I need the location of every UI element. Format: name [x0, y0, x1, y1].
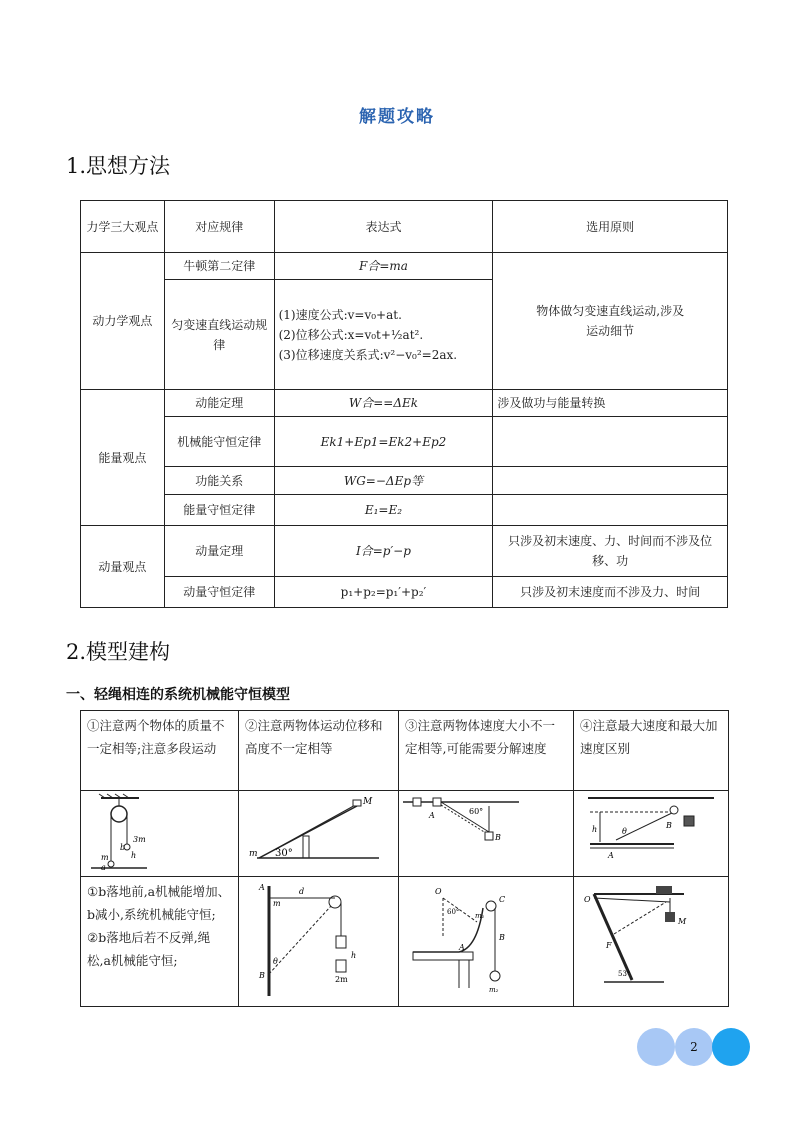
- law-cell: 动能定理: [164, 390, 274, 417]
- pulley-diagram: [81, 792, 237, 876]
- note-cell: ③注意两物体速度大小不一定相等,可能需要分解速度: [399, 711, 574, 791]
- viewpoint-energy: 能量观点: [81, 390, 165, 526]
- law-cell: 动量定理: [164, 526, 274, 577]
- figure-vertical-rod: [239, 877, 399, 1007]
- empty-cell: [493, 417, 728, 467]
- label-B: B: [666, 820, 672, 830]
- figure-incline: [239, 791, 399, 877]
- label-F: F: [606, 940, 612, 950]
- expression-line: (3)位移速度关系式:v²−v₀²=2ax.: [278, 347, 458, 362]
- methods-table: [80, 200, 728, 608]
- label-O: O: [435, 886, 442, 896]
- empty-cell: [493, 495, 728, 526]
- viewpoint-momentum: 动量观点: [81, 526, 165, 608]
- label-3m: 3m: [133, 834, 146, 844]
- section-heading-methods: 1.思想方法: [66, 154, 171, 178]
- label-C: C: [499, 894, 506, 904]
- label-B: B: [259, 970, 265, 980]
- page-badge-left: [637, 1028, 675, 1066]
- note-cell: ④注意最大速度和最大加速度区别: [574, 711, 729, 791]
- label-A: A: [459, 942, 465, 952]
- sliding-rod-diagram: [399, 792, 572, 876]
- law-cell: 能量守恒定律: [164, 495, 274, 526]
- law-cell: 功能关系: [164, 467, 274, 495]
- law-cell: 机械能守恒定律: [164, 417, 274, 467]
- label-O: O: [584, 894, 591, 904]
- expression-cell: p₁+p₂=p₁′+p₂′: [274, 577, 493, 608]
- note-cell: [81, 877, 239, 1007]
- incline-diagram: [239, 792, 397, 876]
- label-theta: θ: [273, 956, 278, 966]
- label-d: d: [299, 886, 305, 896]
- principle-cell: 只涉及初末速度而不涉及力、时间: [493, 577, 728, 608]
- model-table: [80, 710, 729, 1007]
- figure-quarter-track: [399, 877, 574, 1007]
- label-B: B: [499, 932, 505, 942]
- principle-cell: 涉及做功与能量转换: [493, 390, 728, 417]
- figure-rotating-rod: [574, 877, 729, 1007]
- law-cell: 匀变速直线运动规律: [164, 280, 274, 390]
- label-angle: 30°: [275, 847, 293, 859]
- label-h: h: [592, 824, 598, 834]
- expression-cell: I合=p′−p: [274, 526, 493, 577]
- label-M: M: [363, 796, 373, 807]
- note-cell: ②注意两物体运动位移和高度不一定相等: [239, 711, 399, 791]
- label-m: m: [273, 898, 281, 908]
- note-line: ②b落地后若不反弹,绳松,a机械能守恒;: [87, 930, 211, 968]
- label-A: A: [259, 882, 265, 892]
- expression-line: (1)速度公式:v=v₀+at.: [278, 307, 402, 322]
- expression-cell: WG=−ΔEp等: [274, 467, 493, 495]
- expression-cell: F合=ma: [274, 253, 493, 280]
- empty-cell: [493, 467, 728, 495]
- label-A: A: [608, 850, 614, 860]
- rings-diagram: [574, 792, 727, 876]
- principle-cell: 物体做匀变速直线运动,涉及运动细节: [493, 253, 728, 390]
- law-cell: 动量守恒定律: [164, 577, 274, 608]
- law-cell: 牛顿第二定律: [164, 253, 274, 280]
- label-b: b: [120, 842, 126, 852]
- rotating-rod-diagram: [574, 878, 727, 1006]
- header-law: 对应规律: [164, 201, 274, 253]
- label-a: a: [101, 862, 106, 872]
- page-title: 解题攻略: [359, 107, 435, 127]
- expression-cell: Ek1+Ep1=Ek2+Ep2: [274, 417, 493, 467]
- viewpoint-dynamics: 动力学观点: [81, 253, 165, 390]
- quarter-track-diagram: [399, 878, 572, 1006]
- page-badge-right: [712, 1028, 750, 1066]
- label-angle: 53°: [618, 969, 631, 978]
- principle-cell: 只涉及初末速度、力、时间而不涉及位移、功: [493, 526, 728, 577]
- label-m: m: [249, 848, 258, 859]
- note-line: ①b落地前,a机械能增加、b减小,系统机械能守恒;: [87, 884, 231, 922]
- header-viewpoint: 力学三大观点: [81, 201, 165, 253]
- header-expression: 表达式: [274, 201, 493, 253]
- figure-pulley: [81, 791, 239, 877]
- expression-cell: [274, 280, 493, 390]
- label-m1: m₁: [475, 911, 485, 920]
- label-B: B: [495, 832, 501, 842]
- label-angle: 60°: [447, 907, 460, 916]
- label-m2: m₂: [489, 985, 499, 994]
- label-h: h: [351, 950, 357, 960]
- figure-sliding-rod: [399, 791, 574, 877]
- label-theta: θ: [622, 826, 627, 836]
- expression-cell: E₁=E₂: [274, 495, 493, 526]
- header-principle: 选用原则: [493, 201, 728, 253]
- vertical-rod-diagram: [239, 878, 397, 1006]
- subheading: 一、轻绳相连的系统机械能守恒模型: [66, 687, 290, 703]
- label-angle: 60°: [469, 806, 484, 816]
- section-heading-models: 2.模型建构: [66, 640, 171, 664]
- label-A: A: [429, 810, 435, 820]
- label-m: m: [101, 852, 109, 862]
- expression-line: (2)位移公式:x=v₀t+½at².: [278, 327, 424, 342]
- label-h: h: [131, 850, 137, 860]
- note-cell: ①注意两个物体的质量不一定相等;注意多段运动: [81, 711, 239, 791]
- expression-cell: W合==ΔEk: [274, 390, 493, 417]
- figure-rings: [574, 791, 729, 877]
- label-M: M: [678, 916, 687, 926]
- page-number: 2: [675, 1028, 713, 1066]
- label-2m: 2m: [335, 974, 348, 984]
